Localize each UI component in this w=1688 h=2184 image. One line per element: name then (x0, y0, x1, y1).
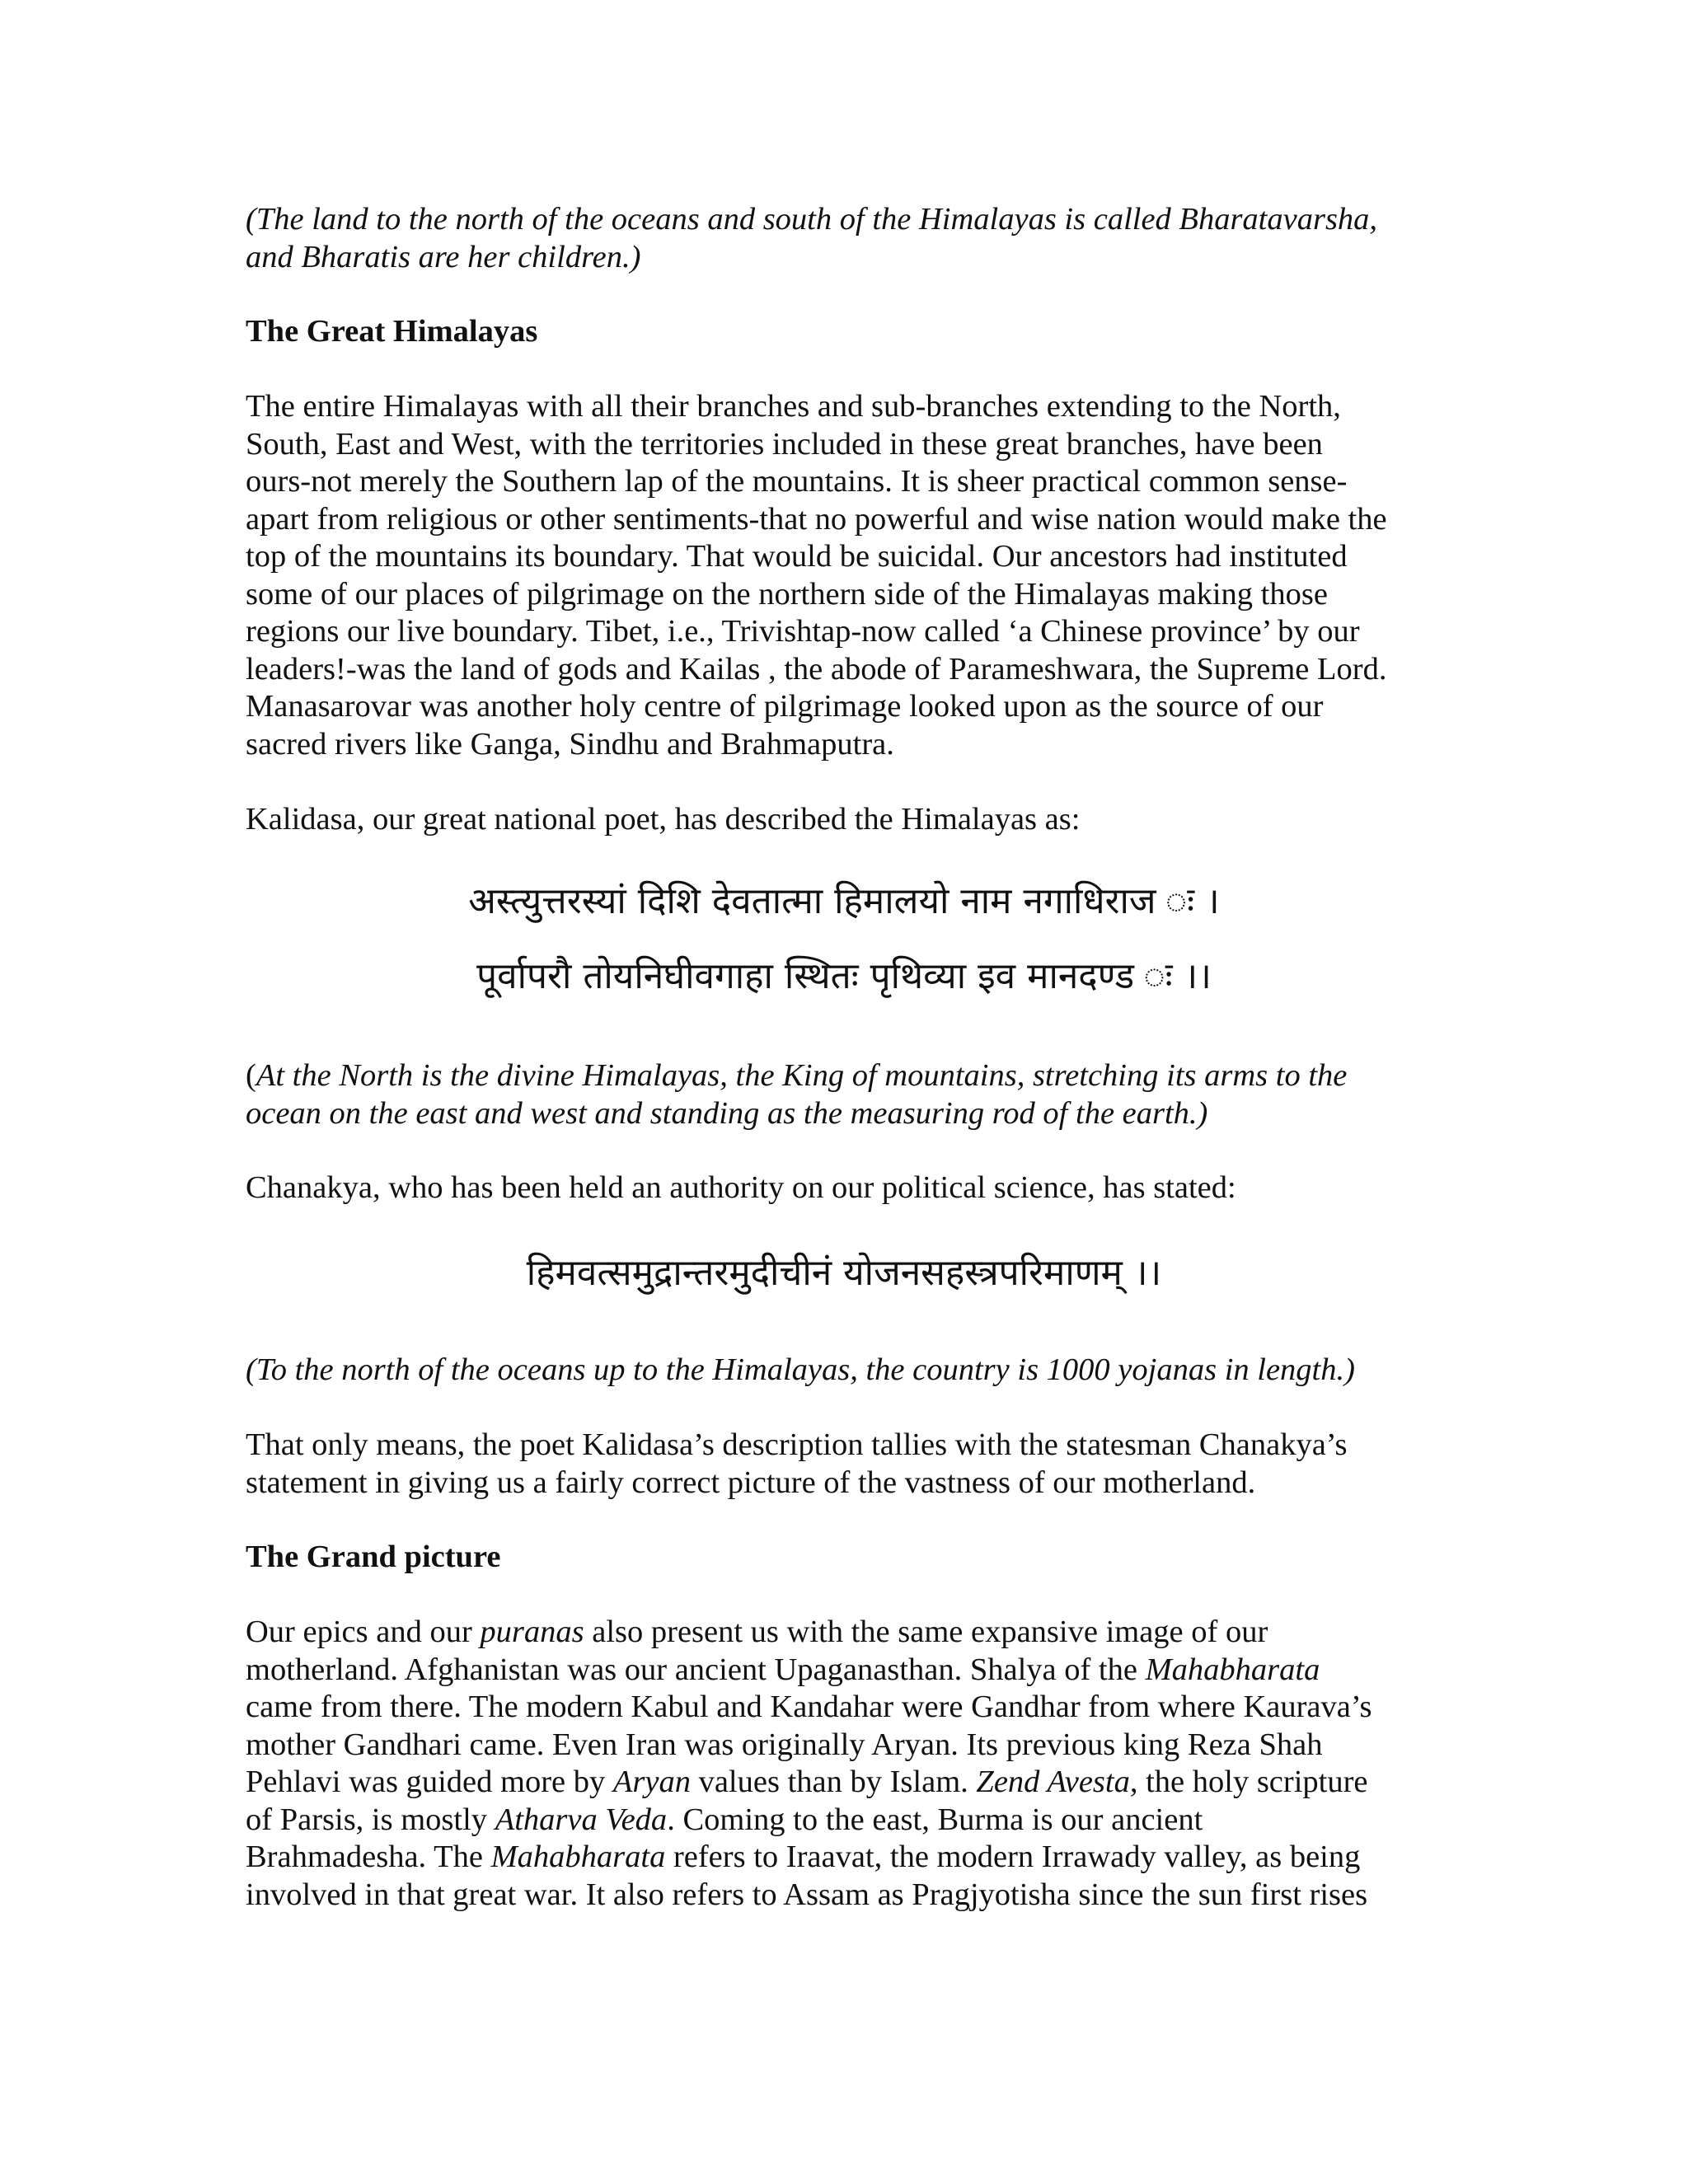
text-line: ours-not merely the Southern lap of the mountains. It is sheer practical common sense- (246, 464, 1348, 499)
text-line: of Parsis, is mostly Atharva Veda. Coming to the east, Burma is our ancient (246, 1802, 1203, 1837)
vastness-paragraph (246, 1427, 1457, 1502)
text-line: mother Gandhari came. Even Iran was originally Aryan. Its previous king Reza Shah (246, 1727, 1323, 1762)
chanakya-intro: Chanakya, who has been held an authority on our political science, has stated: (246, 1170, 1236, 1205)
text-line: some of our places of pilgrimage on the northern side of the Himalayas making those (246, 576, 1328, 612)
text-line: motherland. Afghanistan was our ancient Upaganasthan. Shalya of the Mahabharata (246, 1652, 1320, 1687)
text-line: sacred rivers like Ganga, Sindhu and Brahmaputra. (246, 726, 894, 762)
text-line: (The land to the north of the oceans and south of the Himalayas is called Bharatavarsha, (246, 202, 1378, 237)
text-line: The entire Himalayas with all their branches and sub-branches extending to the North, (246, 389, 1341, 424)
text-line: Manasarovar was another holy centre of pilgrimage looked upon as the source of our (246, 689, 1324, 724)
text-line: top of the mountains its boundary. That would be suicidal. Our ancestors had instituted (246, 539, 1348, 574)
text-line: came from there. The modern Kabul and Kandahar were Gandhar from where Kaurava’s (246, 1690, 1372, 1724)
kalidasa-intro: Kalidasa, our great national poet, has described the Himalayas as: (246, 802, 1081, 837)
text-line: Our epics and our puranas also present us with the same expansive image of our (246, 1615, 1268, 1649)
kalidasa-verse-translation (246, 1057, 1457, 1132)
text-line: Brahmadesha. The Mahabharata refers to Iraavat, the modern Irrawady valley, as being (246, 1840, 1361, 1874)
section-heading-great-himalayas: The Great Himalayas (246, 314, 538, 349)
sanskrit-verse-line-1: अस्त्युत्तरस्यां दिशि देवतात्मा हिमालयो नाम नगाधिराज ः । (468, 880, 1220, 922)
bharatavarsha-translation (246, 201, 1457, 276)
chanakya-verse-translation: (To the north of the oceans up to the Himalayas, the country is 1000 yojanas in length.) (246, 1352, 1355, 1387)
text-line: apart from religious or other sentiments-that no powerful and wise nation would make the (246, 501, 1387, 537)
text-line: (At the North is the divine Himalayas, the King of mountains, stretching its arms to the (246, 1058, 1348, 1093)
grand-picture-paragraph (246, 1614, 1457, 1914)
sanskrit-verse-chanakya: हिमवत्समुद्रान्तरमुदीचीनं योजनसहस्त्रपरिमाणम् ।। (526, 1252, 1162, 1294)
text-line: That only means, the poet Kalidasa’s description tallies with the statesman Chanakya’s (246, 1427, 1348, 1462)
sanskrit-verse-line-2: पूर्वापरौ तोयनिघीवगाहा स्थितः पृथिव्या इव मानदण्ड ः ।। (476, 955, 1212, 997)
text-line: statement in giving us a fairly correct picture of the vastness of our motherland. (246, 1465, 1256, 1500)
text-line: and Bharatis are her children.) (246, 239, 641, 274)
text-line: leaders!-was the land of gods and Kailas , the abode of Parameshwara, the Supreme Lord. (246, 651, 1387, 687)
himalayas-paragraph (246, 388, 1457, 763)
text-line: ocean on the east and west and standing as the measuring rod of the earth.) (246, 1095, 1208, 1131)
section-heading-grand-picture: The Grand picture (246, 1540, 501, 1574)
text-line: involved in that great war. It also refers to Assam as Pragjyotisha since the sun first rises (246, 1877, 1368, 1912)
text-line: South, East and West, with the territories included in these great branches, have been (246, 426, 1323, 462)
text-line: Pehlavi was guided more by Aryan values than by Islam. Zend Avesta, the holy scripture (246, 1765, 1368, 1799)
text-line: regions our live boundary. Tibet, i.e., Trivishtap-now called ‘a Chinese province’ by our (246, 614, 1360, 649)
